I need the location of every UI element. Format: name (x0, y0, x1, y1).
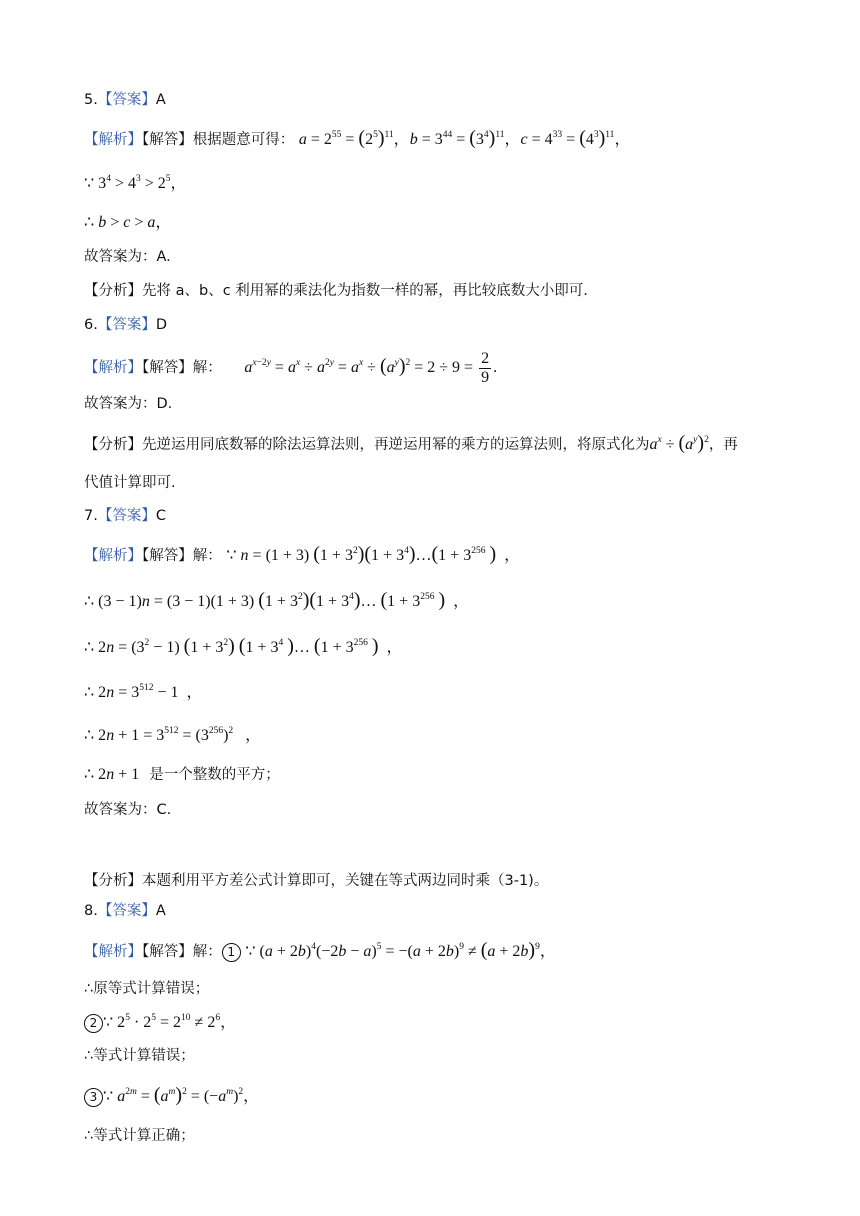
q6-analysis: 【分析】先逆运用同底数幂的除法运算法则，再逆运用幂的乘方的运算法则，将原式化为$a^x \div (a^y)^2$，再 (84, 432, 738, 454)
answer-label: 【答案】 (97, 92, 156, 108)
circled-number-1: 1 (222, 943, 241, 962)
q6-header: 6.【答案】D (84, 317, 168, 333)
q6-answer: D (155, 317, 168, 333)
q8-c3: ∴等式计算正确； (84, 1128, 195, 1144)
q8-step2: 2 ∵ $2^5 \cdot 2^5 = 2^{10} \ne 2^6$， (84, 1013, 236, 1033)
q7-analysis: 【分析】本题利用平方差公式计算即可，关键在等式两边同时乘（3-1)。 (84, 873, 549, 889)
q8-answer: A (155, 903, 166, 919)
circled-number-2: 2 (84, 1014, 103, 1033)
q6-analysis-cont: 代值计算即可. (84, 475, 176, 491)
q7-step1: ∴ (3 − 1)n = (3 − 1)(1 + 3) $(1 + 3^2)(1$ + $3^4)\dots$ ($1 + 3^{256}$ ) ， (84, 589, 470, 611)
q5-header: 5.【答案】A (84, 92, 166, 108)
q5-conclusion: 故答案为：A. (84, 249, 171, 265)
q6-solution: 【解析】【解答】解： $a^{x-2y} = a^x \div a^{2y} = a^x \div (a^y)^2 = 2 \div 9$ = $\frac{2}{9}$ . (84, 350, 498, 386)
q6-formula: $a^{x-2y} = a^x \div a^{2y} = a^x \div (a^y)^2 = 2 \div 9$ = $\frac{2}{9}$ . (244, 350, 498, 386)
q5-analysis: 【分析】先将 a、b、c 利用幂的乘法化为指数一样的幂，再比较底数大小即可. (84, 283, 588, 299)
q7-conclusion: 故答案为：C. (84, 802, 172, 818)
q7-step2: ∴ $2n = (3^2 - 1) (1 + 3^2) (1 + 3^4$ )… ($1 + 3^{256}$ ) ， (84, 635, 403, 657)
q8-header: 8.【答案】A (84, 903, 166, 919)
q7-header: 7.【答案】C (84, 508, 166, 524)
q5-formula: $a = 2^{55} = (2^5)^{11}$，$b = 3^{44} = (3^4)^{11}$，$c = 4^{33} = (4^3)^{11}$， (298, 127, 631, 149)
q8-formula-1: ∵ $(a + 2b)^4(-2b - a)^5 = -(a + 2b)^9 \ne (a + 2b)^9$， (245, 939, 556, 961)
q7-step5: ∴ 2n + 1 是一个整数的平方； (84, 766, 280, 783)
q5-step2: ∴ b > c > a， (84, 214, 172, 231)
q5-answer: A (155, 92, 166, 108)
q7-formula: ∵ n = (1 + 3) $(1 + 3^2)(1$ + $3^4)\dots(1 + 3^{256}$ ) ， (226, 543, 521, 565)
q8-solution: 【解析】【解答】解： 1 ∵ $(a + 2b)^4(-2b - a)^5 = -(a + 2b)^9 \ne (a + 2b)^9$， (84, 939, 556, 961)
q5-solution: 【解析】【解答】根据题意可得： $a = 2^{55} = (2^5)^{11}$，$b = 3^{44} = (3^4)^{11}$，$c = 4^{33} = (4^3)^{11}$， (84, 127, 631, 149)
q8-step3: 3 ∵ $a^{2m} = (a^m)^2 = (-a^m)^2$， (84, 1085, 259, 1107)
q7-solution: 【解析】【解答】解： ∵ n = (1 + 3) $(1 + 3^2)(1$ + $3^4)\dots(1 + 3^{256}$ ) ， (84, 543, 521, 565)
circled-number-3: 3 (84, 1088, 103, 1107)
q8-c2: ∴等式计算错误； (84, 1048, 195, 1064)
q7-step4: ∴ $2n + 1 = 3^{512} = (3^{256})^2$ ， (84, 726, 262, 744)
q7-step3: ∴ $2n = 3^{512} - 1$ ， (84, 683, 203, 701)
q8-c1: ∴原等式计算错误； (84, 981, 210, 997)
q7-answer: C (155, 508, 166, 524)
q6-conclusion: 故答案为：D. (84, 396, 173, 412)
q5-step1: ∵ $3^4 > 4^3 > 2^5$， (84, 174, 187, 192)
